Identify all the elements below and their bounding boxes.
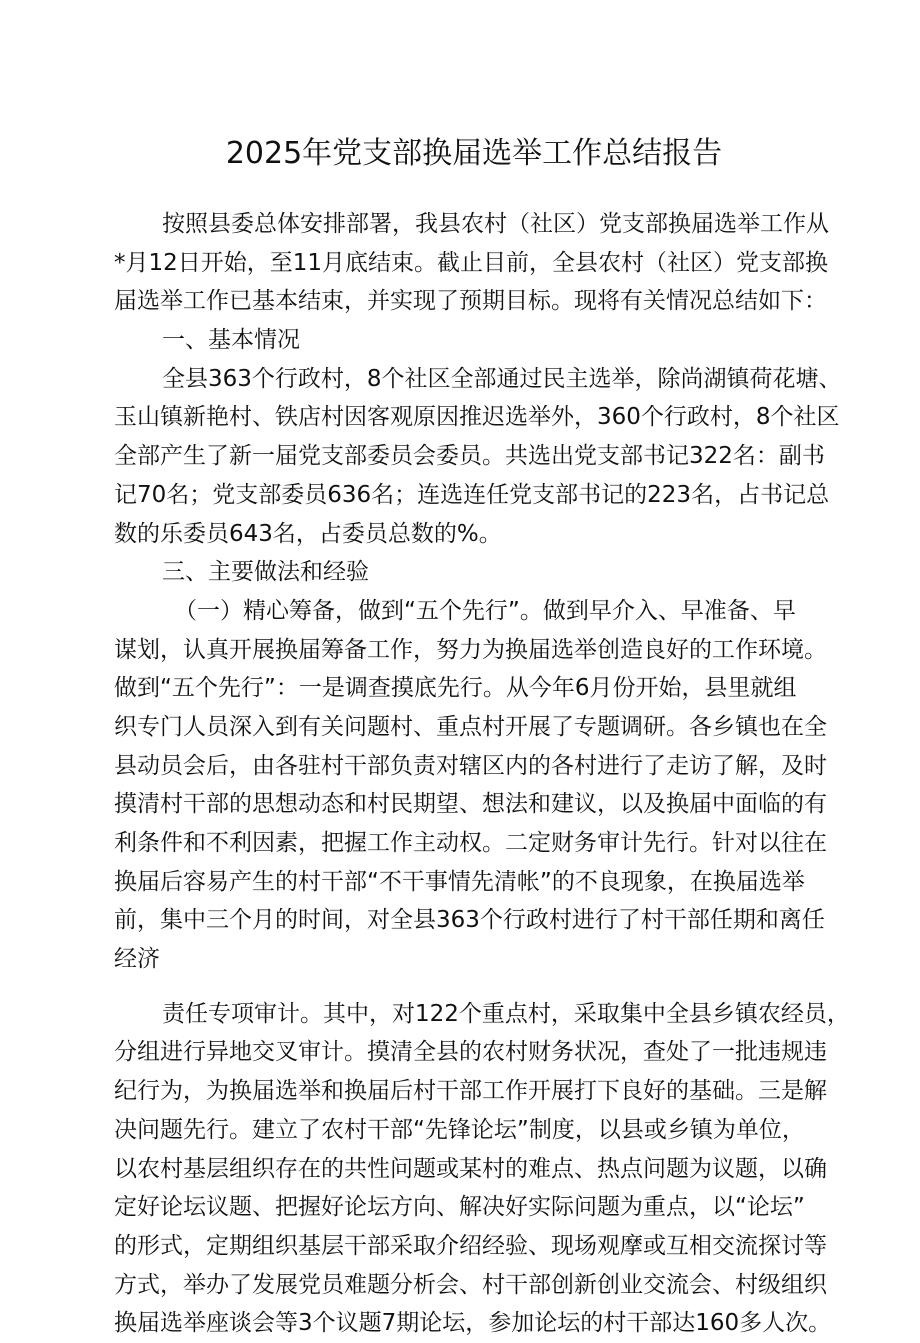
paragraph-line: 利条件和不利因素，把握工作主动权。二定财务审计先行。针对以往在 xyxy=(114,830,827,856)
section-heading: 一、基本情况 xyxy=(162,327,300,354)
paragraph-line: 全部产生了新一届党支部委员会委员。共选出党支部书记322名：副书 xyxy=(114,443,825,470)
paragraph-line: 换届后容易产生的村干部“不干事情先清帐”的不良现象，在换届选举 xyxy=(114,868,805,895)
paragraph-line: 分组进行异地交叉审计。摸清全县的农村财务状况，查处了一批违规违 xyxy=(114,1039,827,1066)
paragraph-line: 以农村基层组织存在的共性问题或某村的难点、热点问题为议题，以确 xyxy=(114,1155,827,1182)
paragraph-line: 数的乐委员643名，占委员总数的%。 xyxy=(114,520,502,547)
paragraph-line: 责任专项审计。其中，对122个重点村，采取集中全县乡镇农经员， xyxy=(162,1000,850,1027)
paragraph-line: 县动员会后，由各驻村干部负责对辖区内的各村进行了走访了解，及时 xyxy=(114,752,827,779)
section-heading: 三、主要做法和经验 xyxy=(162,559,369,586)
document-title: 2025年党支部换届选举工作总结报告 xyxy=(225,136,723,171)
paragraph-line: 全县363个行政村，8个社区全部通过民主选举，除尚湖镇荷花塘、 xyxy=(162,365,842,392)
paragraph-line: 届选举工作已基本结束，并实现了预期目标。现将有关情况总结如下： xyxy=(114,288,827,315)
document-body xyxy=(114,205,854,1343)
paragraph-line: 做到“五个先行”：一是调查摸底先行。从今年6月份开始，县里就组 xyxy=(114,675,797,702)
paragraph-line: 玉山镇新艳村、铁店村因客观原因推迟选举外，360个行政村，8个社区 xyxy=(114,404,840,431)
paragraph-break xyxy=(114,979,854,995)
paragraph-line: 前，集中三个月的时间，对全县363个行政村进行了村干部任期和离任 xyxy=(114,907,825,934)
paragraph-line: *月12日开始，至11月底结束。截止目前，全县农村（社区）党支部换 xyxy=(114,249,829,276)
paragraph-line: 定好论坛议题、把握好论坛方向、解决好实际问题为重点，以“论坛” xyxy=(114,1194,805,1221)
paragraph-line: 的形式，定期组织基层干部采取介绍经验、现场观摩或互相交流探讨等 xyxy=(114,1232,827,1259)
paragraph-line: 经济 xyxy=(114,946,160,973)
paragraph-line: 织专门人员深入到有关问题村、重点村开展了专题调研。各乡镇也在全 xyxy=(114,713,827,740)
paragraph-line: 方式，举办了发展党员难题分析会、村干部创新创业交流会、村级组织 xyxy=(114,1271,827,1298)
paragraph-line: 记70名；党支部委员636名；连选连任党支部书记的223名，占书记总 xyxy=(114,481,830,508)
paragraph-line: 谋划，认真开展换届筹备工作，努力为换届选举创造良好的工作环境。 xyxy=(114,636,827,663)
paragraph-line: 摸清村干部的思想动态和村民期望、想法和建议，以及换届中面临的有 xyxy=(114,791,827,818)
paragraph-line: 换届选举座谈会等3个议题7期论坛，参加论坛的村干部达160多人次。 xyxy=(114,1310,832,1337)
paragraph-line: 决问题先行。建立了农村干部“先锋论坛”制度，以县或乡镇为单位， xyxy=(114,1116,805,1143)
subsection-heading-line: （一）精心筹备，做到“五个先行”。做到早介入、早准备、早 xyxy=(174,597,796,624)
paragraph-line: 按照县委总体安排部署，我县农村（社区）党支部换届选举工作从 xyxy=(162,211,829,237)
paragraph-line: 纪行为，为换届选举和换届后村干部工作开展打下良好的基础。三是解 xyxy=(114,1078,827,1105)
